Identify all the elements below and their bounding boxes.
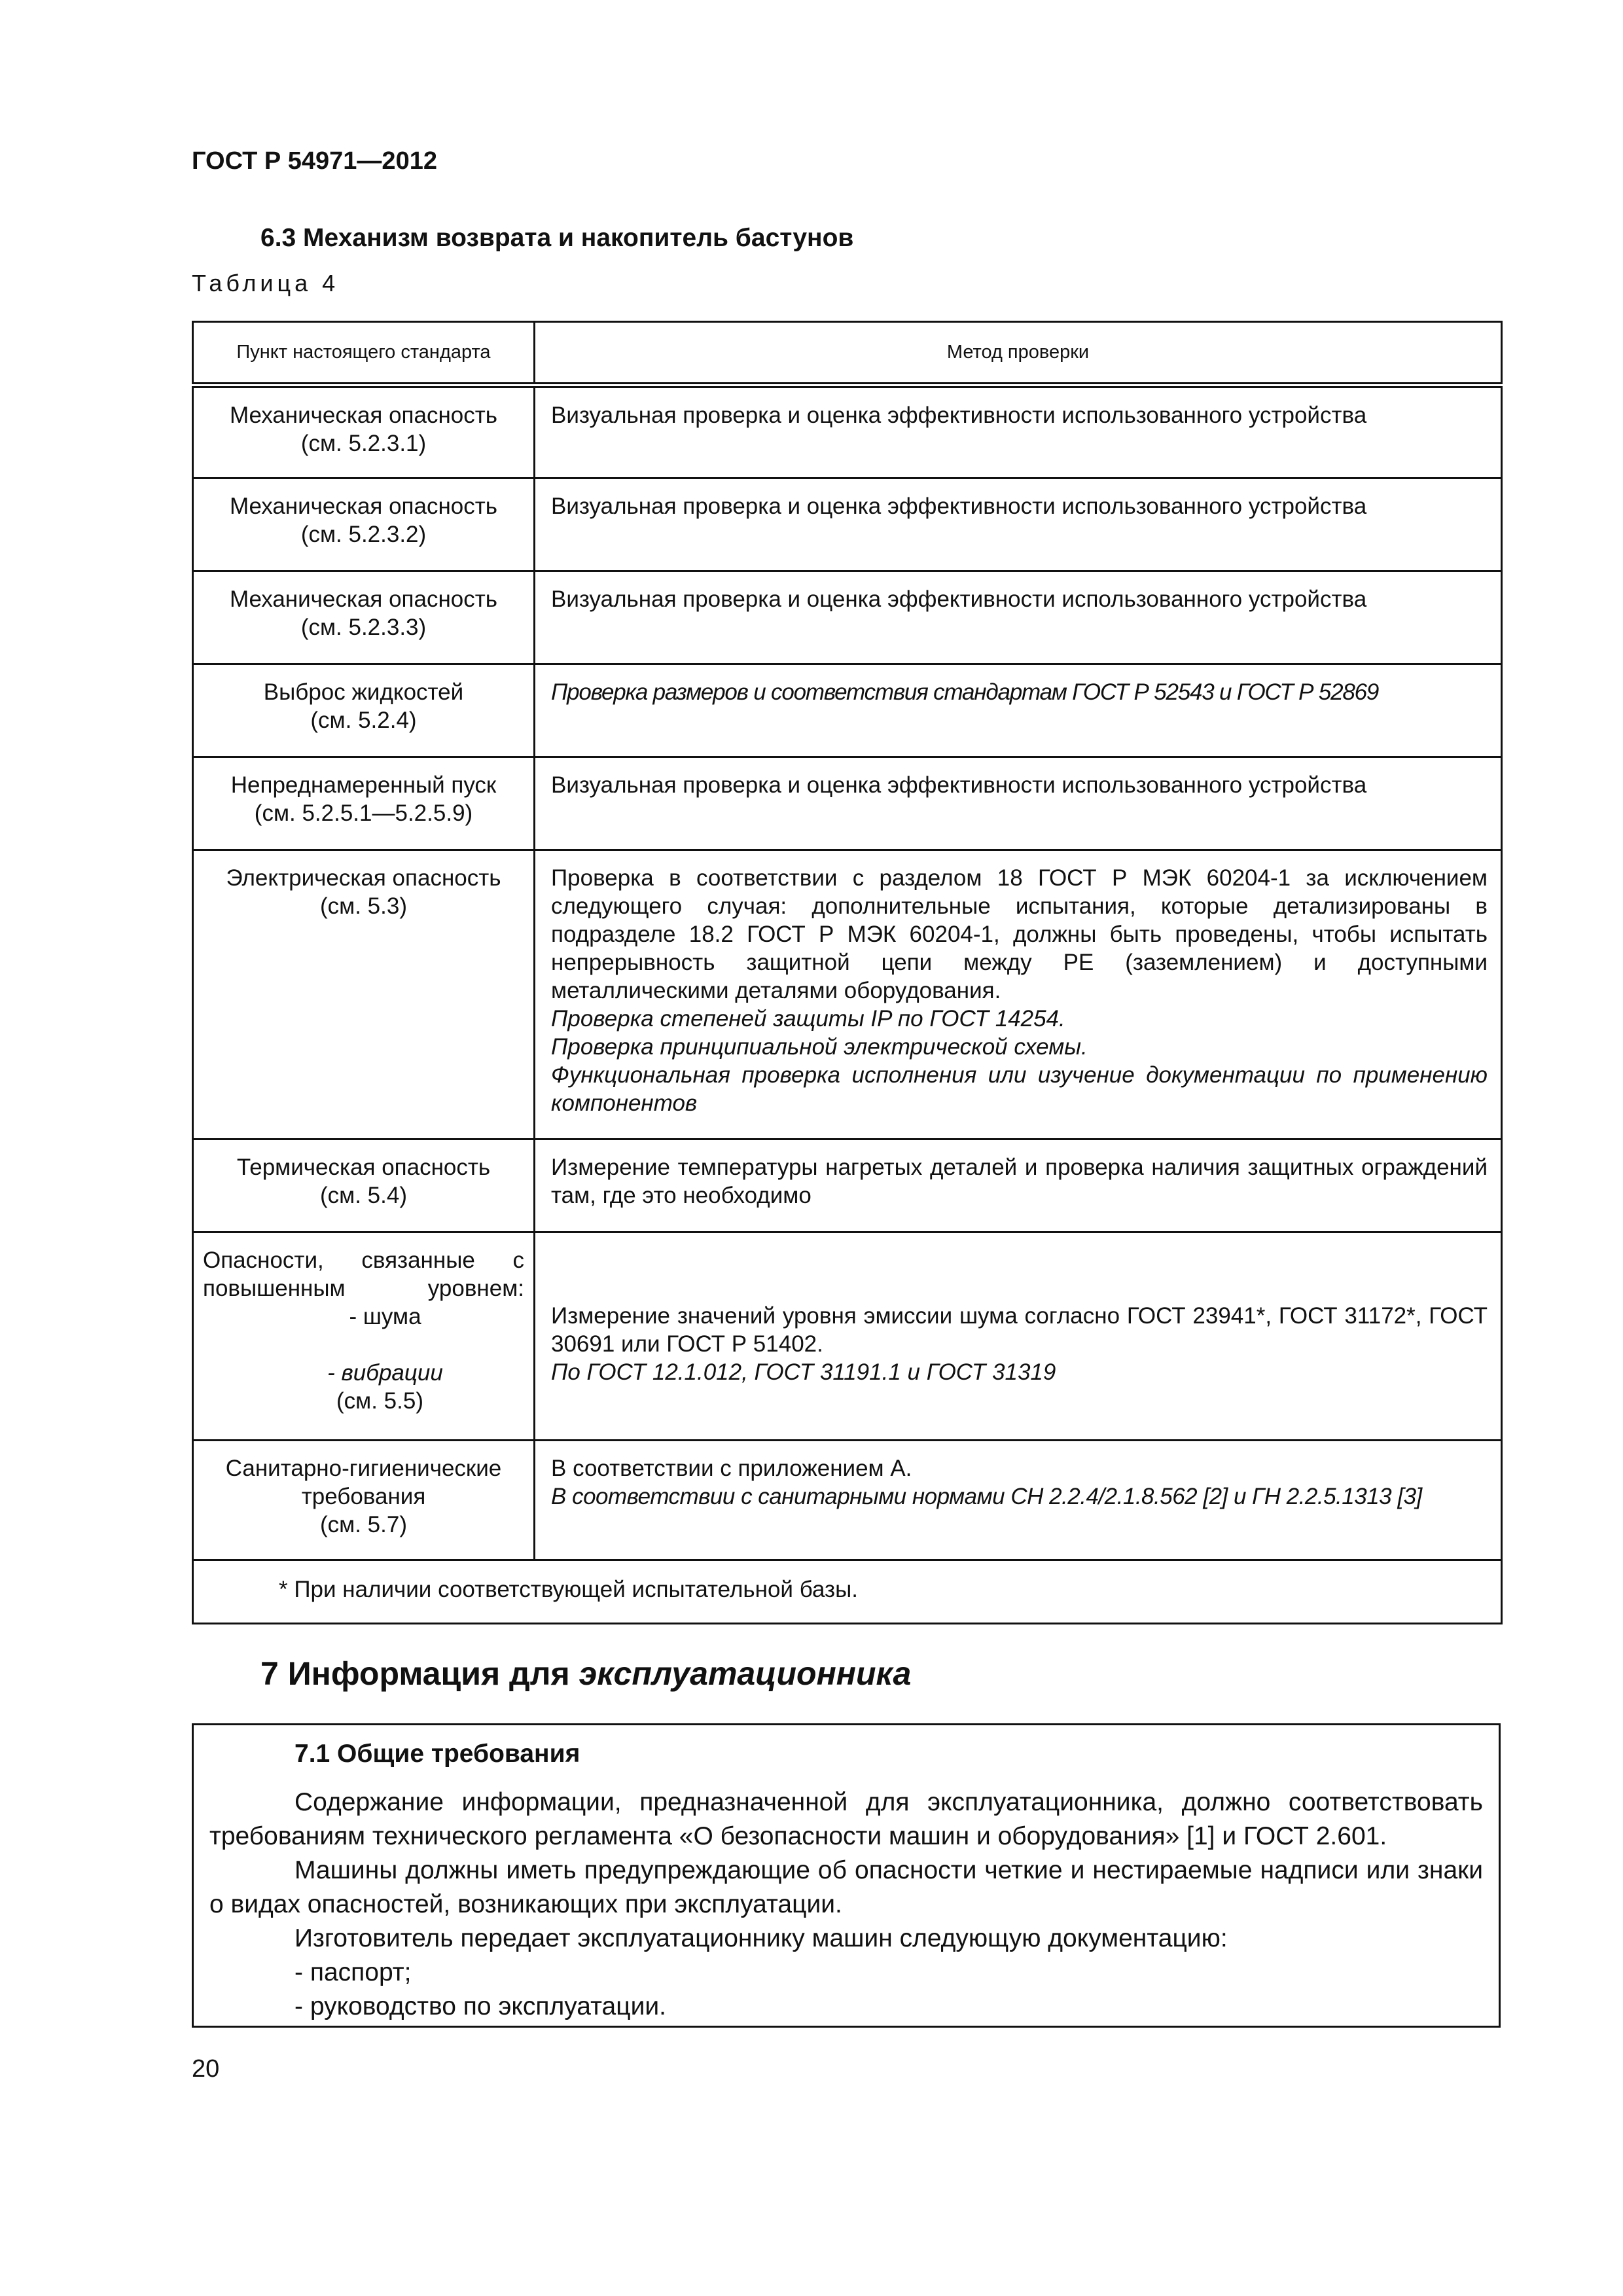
method-text: Проверка степеней защиты IP по ГОСТ 14254. — [551, 1006, 1065, 1031]
method-text: Измерение значений уровня эмиссии шума согласно ГОСТ 23941*, ГОСТ 31172*, ГОСТ 30691 или ГОСТ Р 51402. — [551, 1303, 1488, 1357]
table-row — [193, 850, 1502, 1139]
table-header-row — [193, 322, 1502, 386]
clause-cell — [193, 757, 535, 850]
table-row — [193, 1441, 1502, 1560]
method-text: Визуальная проверка и оценка эффективности использованного устройства — [551, 493, 1367, 519]
section-heading-text: 7 Информация для — [260, 1655, 579, 1692]
clause-cell — [193, 386, 535, 478]
clause-line: Санитарно-гигиенические — [225, 1456, 502, 1481]
list-item: - руководство по эксплуатации. — [294, 1992, 666, 2020]
clause-cell — [193, 664, 535, 757]
method-text: Измерение температуры нагретых деталей и проверка наличия защитных ограждений там, где это необходимо — [551, 1155, 1488, 1208]
section-heading — [260, 1655, 911, 1693]
clause-line: (см. 5.7) — [320, 1512, 407, 1537]
clause-line: - шума — [349, 1304, 421, 1329]
clause-line: (см. 5.3) — [320, 893, 407, 919]
method-cell — [535, 571, 1502, 664]
general-requirements-box — [192, 1723, 1501, 2028]
method-text: Проверка в соответствии с разделом 18 ГОСТ Р МЭК 60204-1 за исключением следующего случая: дополнительные испытания, которые детализированы в подразделе 18.2 ГОСТ Р МЭК 60204-1, должны быть проведены, чтобы испытать непрерывность защитной цепи между РЕ (заземлением) и доступными металлическими деталями оборудования. — [551, 865, 1488, 1003]
clause-cell — [193, 1232, 535, 1441]
clause-cell — [193, 1139, 535, 1232]
clause-line: Механическая опасность — [229, 493, 498, 519]
clause-line: Электрическая опасность — [226, 865, 501, 891]
paragraph: Содержание информации, предназначенной для эксплуатационника, должно соответствовать требованиям технического регламента «О безопасности машин и оборудования» [1] и ГОСТ 2.601. — [209, 1788, 1483, 1850]
clause-cell — [193, 478, 535, 571]
method-text: По ГОСТ 12.1.012, ГОСТ 31191.1 и ГОСТ 31319 — [551, 1359, 1056, 1385]
table-row — [193, 1232, 1502, 1441]
table-row — [193, 664, 1502, 757]
method-cell — [535, 1139, 1502, 1232]
clause-cell — [193, 1441, 535, 1560]
table-caption: Таблица 4 — [192, 270, 340, 296]
section-heading-emphasis: эксплуатационника — [579, 1655, 912, 1692]
clause-cell — [193, 571, 535, 664]
list-item: - паспорт; — [294, 1958, 412, 1986]
clause-line: - вибрации — [327, 1360, 443, 1386]
method-cell — [535, 478, 1502, 571]
method-cell — [535, 850, 1502, 1139]
verification-table — [192, 321, 1503, 1624]
clause-line: (см. 5.2.3.1) — [300, 431, 427, 456]
method-cell — [535, 757, 1502, 850]
table-row — [193, 1139, 1502, 1232]
clause-line: (см. 5.2.3.3) — [300, 615, 427, 640]
method-text: В соответствии с приложением А. — [551, 1456, 912, 1481]
method-text: Визуальная проверка и оценка эффективности использованного устройства — [551, 772, 1367, 798]
paragraph: Машины должны иметь предупреждающие об опасности четкие и нестираемые надписи или знаки о видах опасностей, возникающих при эксплуатации. — [209, 1856, 1483, 1918]
table-row — [193, 386, 1502, 478]
method-text: Визуальная проверка и оценка эффективности использованного устройства — [551, 403, 1367, 428]
clause-cell — [193, 850, 535, 1139]
subsection-title: 7.1 Общие требования — [294, 1740, 580, 1768]
column-header: Пункт настоящего стандарта — [193, 322, 535, 386]
column-header: Метод проверки — [535, 322, 1502, 386]
page-number: 20 — [192, 2055, 220, 2083]
clause-line: Выброс жидкостей — [263, 679, 464, 705]
method-text: Проверка размеров и соответствия стандартам ГОСТ Р 52543 и ГОСТ Р 52869 — [551, 679, 1379, 705]
method-text: Функциональная проверка исполнения или изучение документации по применению компонентов — [551, 1062, 1488, 1116]
table-row — [193, 757, 1502, 850]
method-text: Визуальная проверка и оценка эффективности использованного устройства — [551, 586, 1367, 612]
clause-line: требования — [301, 1484, 426, 1509]
method-cell — [535, 1232, 1502, 1441]
table-footnote: * При наличии соответствующей испытательной базы. — [193, 1560, 1502, 1624]
section-title: 6.3 Механизм возврата и накопитель бастунов — [260, 224, 854, 252]
method-text: В соответствии с санитарными нормами СН 2.2.4/2.1.8.562 [2] и ГН 2.2.5.1313 [3] — [551, 1484, 1422, 1509]
clause-line: (см. 5.4) — [320, 1183, 407, 1208]
table-row — [193, 571, 1502, 664]
method-cell — [535, 664, 1502, 757]
clause-line: Непреднамеренный пуск — [230, 772, 497, 798]
table-row — [193, 478, 1502, 571]
clause-line: Механическая опасность — [229, 403, 498, 428]
clause-line: Механическая опасность — [229, 586, 498, 612]
method-cell — [535, 386, 1502, 478]
clause-line: (см. 5.5) — [336, 1388, 423, 1414]
clause-line: (см. 5.2.3.2) — [300, 522, 427, 547]
method-cell — [535, 1441, 1502, 1560]
clause-line: Термическая опасность — [236, 1155, 491, 1180]
paragraph: Изготовитель передает эксплуатационнику машин следующую документацию: — [294, 1924, 1228, 1952]
clause-line: (см. 5.2.4) — [310, 708, 417, 733]
document-code: ГОСТ Р 54971—2012 — [192, 147, 437, 175]
clause-line: (см. 5.2.5.1—5.2.5.9) — [254, 800, 473, 826]
clause-line: Опасности, связанные с повышенным уровнем: — [203, 1247, 524, 1301]
method-text: Проверка принципиальной электрической схемы. — [551, 1034, 1088, 1060]
table-footnote-row — [193, 1560, 1502, 1624]
